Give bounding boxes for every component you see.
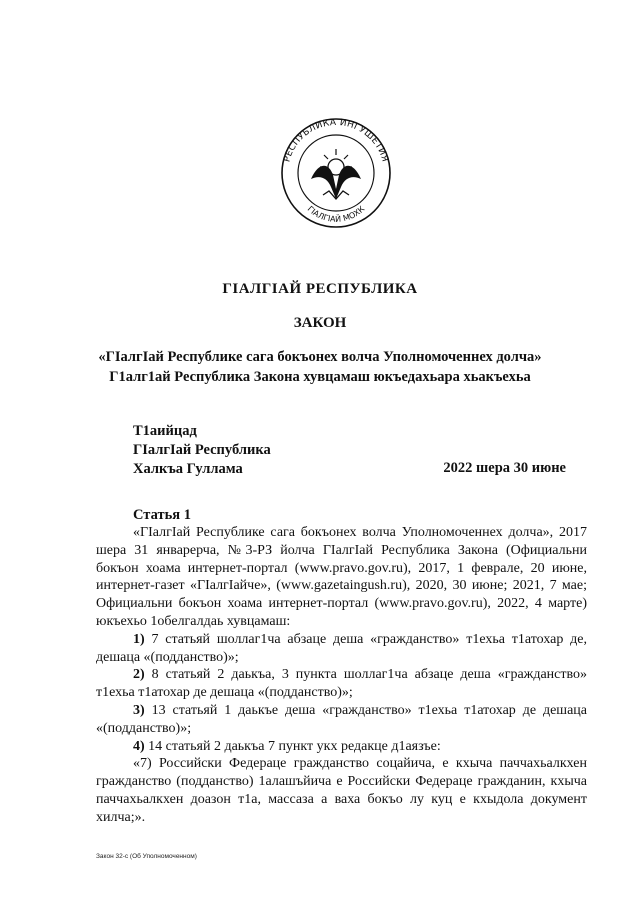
footer-note: Закон 32-с (Об Уполномоченном) (96, 853, 197, 860)
amendment-item-4 (96, 738, 587, 756)
item-text: 8 статьяй 2 даькъа, 3 пункта шоллаг1ча абзаце деша «гражданство» т1ехьа т1атохар де дешаца «(подданство)»; (96, 667, 588, 701)
article-body (96, 524, 587, 827)
adoption-line-2: ГIалгIай Республика (133, 442, 271, 458)
item-number: 4) (133, 738, 145, 754)
adoption-block (133, 422, 271, 479)
document-type: ЗАКОН (293, 315, 347, 331)
item-text: 13 статьяй 1 даькъе деша «гражданство» т1ехьа т1атохар де дешаца «(подданство)»; (96, 702, 587, 736)
item-text: 14 статьяй 2 даькъа 7 пункт укх редакце д1аязъе: (148, 738, 441, 754)
item-number: 1) (133, 631, 145, 647)
coat-of-arms-emblem (271, 115, 401, 230)
adoption-date: 2022 шера 30 июне (443, 460, 566, 476)
amendment-item-3 (96, 702, 587, 738)
item-number: 2) (133, 667, 145, 683)
law-title-line-1: «ГIалгIай Республике сага бокъонех волча Уполномоченнех долча» (98, 349, 542, 365)
amendment-item-1 (96, 631, 587, 667)
adoption-line-3: Халкъа Гуллама (133, 461, 243, 477)
article-intro: «ГIалгIай Республике сага бокъонех волча Уполномоченнех долча», 2017 шера 31 январерча, №3-РЗ йолча ГIалгIай Республика Закона (Официальни бокъон хоама интернет-портал (www.pravo.gov.ru), 2017, 1 феврале, 20 июне, интернет-газет «ГIалгIайче», (www.gazetaingush.ru), 2020, 30 июне; 2021, 7 мае; Официальни бокъон хоама интернет-портал (www.pravo.gov.ru), 2022, 4 марте) юкъехьо 1обелгалдаь хувцамаш: (96, 525, 587, 629)
svg-text:РЕСПУБЛИКА ИНГУШЕТИЯ: РЕСПУБЛИКА ИНГУШЕТИЯ (282, 117, 390, 164)
article-title: Статья 1 (133, 507, 191, 523)
republic-heading: ГIАЛГIАЙ РЕСПУБЛИКА (222, 281, 418, 297)
amendment-quote: «7) Российски Федераце гражданство соцайича, е кхыча паччахьалкхен гражданство (подданство) 1алашъйича е Российски Федераце гражданин, кхыча паччахьалкхен доазон т1а, массаза а ваха бокъо лу куц е кхыдола документ хилча;». (96, 756, 587, 825)
amendment-item-2 (96, 666, 587, 702)
item-number: 3) (133, 702, 145, 718)
svg-text:ГIАЛГIАЙ МОХК: ГIАЛГIАЙ МОХК (305, 204, 367, 224)
item-text: 7 статьяй шоллаг1ча абзаце деша «гражданство» т1ехьа т1атохар де, дешаца «(подданство)»; (96, 631, 587, 665)
law-title-line-2: Г1алг1ай Республика Закона хувцамаш юкъедахьара хьакъехьа (109, 369, 531, 385)
adoption-line-1: Т1аийцад (133, 423, 197, 439)
